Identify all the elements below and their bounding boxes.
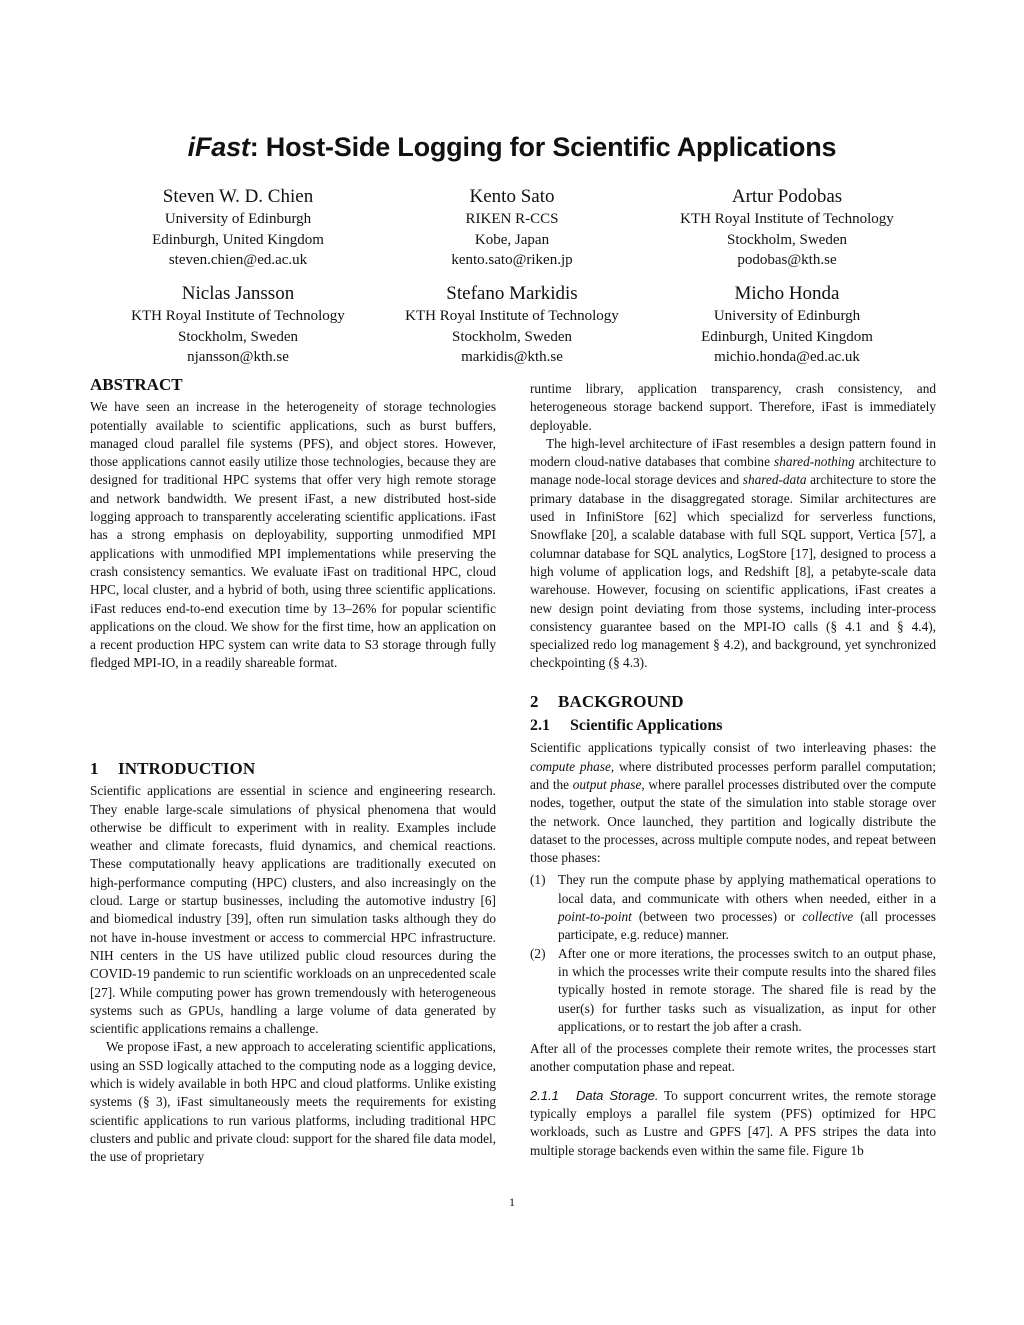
section-title: INTRODUCTION — [118, 759, 256, 778]
emphasis-output-phase: output phase — [572, 776, 642, 792]
page-number: 1 — [509, 1195, 515, 1209]
section-heading-introduction — [90, 760, 496, 778]
introduction-section — [90, 760, 496, 1167]
emphasis-compute-phase: compute phase — [530, 758, 611, 774]
list-item-output — [530, 945, 936, 1036]
subsubsection-number: 2.1.1 — [530, 1087, 559, 1103]
text-run: After one or more iterations, the processes switch to an output phase, in which the processes write their compute results into the shared files typically hosted in remote storage. The shared file is read by the user(s) for further tasks such as visualization, as input for other applications, or to restart the job after a crash. — [558, 945, 936, 1034]
author-name: Niclas Jansson — [181, 283, 295, 304]
author-location: Stockholm, Sweden — [727, 231, 847, 248]
author-block-6 — [647, 282, 927, 368]
intro-paragraph-2: We propose iFast, a new approach to accelerating scientific applications, using an SSD logically attached to the computing node as a logging device, which is widely available in both HPC and cloud platforms. Unlike existing systems (§ 3), iFast simultaneously meets the requirements for existing scientific applications to run various platforms, including traditional HPC clusters and public and private cloud: support for the shared file data model, the use of proprietary — [90, 1039, 496, 1165]
title-system-name: iFast — [187, 132, 250, 162]
title-rest: : Host-Side Logging for Scientific Applications — [249, 132, 837, 162]
author-email: michio.honda@ed.ac.uk — [714, 349, 860, 365]
intro-continuation: runtime library, application transparency, crash consistency, and heterogeneous storage backend support. Therefore, iFast is immediately deployable. — [530, 381, 936, 433]
author-email: markidis@kth.se — [461, 349, 563, 365]
author-email: podobas@kth.se — [737, 252, 837, 268]
intro-paragraph-1: Scientific applications are essential in science and engineering research. They enable large-scale simulations of physical phenomena that would otherwise be difficult to experiment with in reality. Examples include weather and climate forecasts, fluid dynamics, and chemical reactions. These computationally heavy applications are traditionally executed on high-performance computing (HPC) clusters, and also increasingly on the cloud. Large or startup businesses, including the automotive industry [6] and biomedical industry [39], often run simulation tasks although they do not have in-house investment or access to commercial HPC infrastructure. NIH centers in the US have utilized public cloud resources during the COVID-19 pandemic to run scientific workloads on an unprecedented scale [27]. While computing power has grown tremendously with heterogeneous systems such as GPUs, handling a large volume of data generated by scientific applications remains a challenge. — [90, 783, 496, 1037]
author-name: Stefano Markidis — [446, 283, 578, 304]
author-name: Micho Honda — [734, 283, 840, 304]
right-column — [530, 380, 936, 1160]
author-affiliation: KTH Royal Institute of Technology — [680, 211, 894, 227]
author-location: Edinburgh, United Kingdom — [152, 231, 324, 248]
author-block-2 — [372, 185, 652, 271]
subsection-number: 2.1 — [530, 717, 550, 735]
author-block-3 — [647, 185, 927, 271]
author-email: njansson@kth.se — [187, 349, 289, 365]
emphasis-shared-nothing: shared-nothing — [774, 454, 855, 470]
author-block-1 — [98, 185, 378, 271]
text-run: (all processes participate, e.g. reduce) manner. — [558, 909, 936, 943]
subsubsection-title: Data Storage. — [575, 1087, 659, 1103]
text-run: To support concurrent writes, the remote storage typically employs a parallel file system (PFS) optimized for HPC workloads, such as Lustre and GPFS [47]. A PFS stripes the data into multiple storage backends even within the same file. Figure 1b — [530, 1087, 936, 1158]
author-affiliation: RIKEN R-CCS — [465, 211, 559, 227]
subsection-heading-scientific-applications — [530, 717, 936, 735]
author-affiliation: KTH Royal Institute of Technology — [405, 308, 619, 324]
section-number: 1 — [90, 759, 99, 778]
list-marker: (2) — [530, 945, 546, 961]
author-email: steven.chien@ed.ac.uk — [168, 252, 308, 268]
abstract-text: We have seen an increase in the heterogeneity of storage technologies potentially available to scientific applications, such as burst buffers, managed cloud parallel file systems (PFS), and object stores. However, those applications cannot easily utilize those technologies, because they are designed for traditional HPC systems that offer very high remote storage and network bandwidth. We present iFast, a new distributed host-side logging approach to transparently accelerating scientific applications. iFast has a strong emphasis on deployability, supporting unmodified MPI applications with unmodified MPI implementations while preserving the crash consistency semantics. We evaluate iFast on traditional HPC, cloud HPC, local cluster, and a hybrid of both, using three scientific applications. iFast reduces end-to-end execution time by 13–26% for popular scientific applications on the cloud. We show for the first time, how an application on a recent production HPC system can write data to S3 storage through fully fledged MPI-IO, in a readily shareable format. — [90, 399, 496, 671]
author-block-4 — [98, 282, 378, 368]
author-location: Edinburgh, United Kingdom — [701, 328, 873, 345]
text-run: (between two processes) or — [631, 909, 803, 925]
author-location: Stockholm, Sweden — [178, 328, 298, 345]
paper-title — [0, 132, 1024, 163]
text-run: architecture to store the primary database in the disaggregated storage. Similar architectures are used in InfiniStore [62] which specializd for serverless functions, Snowflake [20], a scalable database with full SQL support, Vertica [57], a columnar database for SQL analytics, LogStore [17], designed to process a high volume of application logs, and Redshift [8], a petabyte-scale data warehouse. However, focusing on scientific applications, iFast creates a new design point deviating from those systems, including inter-process consistency guarantee based on the MPI-IO calls (§ 4.1 and § 4.4), specialized redo log management § 4.2), and background, yet synchronized checkpointing (§ 4.3). — [530, 472, 936, 671]
abstract-heading: ABSTRACT — [90, 375, 183, 394]
author-block-5 — [372, 282, 652, 368]
list-item-compute — [530, 871, 936, 944]
text-run: The high-level architecture of iFast resembles a design pattern found in modern cloud-native databases that combine — [530, 435, 936, 470]
author-location: Stockholm, Sweden — [452, 328, 572, 345]
author-email: kento.sato@riken.jp — [451, 252, 573, 268]
author-name: Artur Podobas — [731, 186, 843, 207]
emphasis-collective: collective — [802, 909, 854, 925]
list-marker: (1) — [530, 872, 546, 888]
author-name: Steven W. D. Chien — [162, 186, 314, 207]
author-name: Kento Sato — [469, 186, 555, 207]
author-affiliation: University of Edinburgh — [164, 211, 312, 227]
scientific-apps-paragraph — [530, 739, 936, 867]
text-run: , where parallel processes distributed over the compute nodes, together, output the state of the simulation into stable storage over the network. Once launched, they partition and logically distribute the dataset to the processes, across multiple compute nodes, and repeat between those phases: — [530, 776, 936, 866]
after-list-paragraph: After all of the processes complete their remote writes, the processes start another computation phase and repeat. — [530, 1041, 936, 1075]
section-number: 2 — [530, 691, 539, 711]
text-run: They run the compute phase by applying mathematical operations to local data, and communicate with others when needed, either in a — [558, 872, 936, 906]
author-affiliation: KTH Royal Institute of Technology — [131, 308, 345, 324]
section-heading-background — [530, 693, 936, 711]
text-run: architecture to manage node-local storage devices and — [530, 454, 936, 488]
text-run: , where distributed processes perform parallel computation; and the — [530, 758, 936, 792]
abstract-section — [90, 376, 496, 673]
section-title: BACKGROUND — [558, 691, 684, 711]
text-run: Scientific applications typically consist of two interleaving phases: the — [530, 740, 936, 756]
subsection-title: Scientific Applications — [570, 717, 723, 735]
emphasis-shared-data: shared-data — [742, 472, 807, 488]
architecture-paragraph — [530, 435, 936, 673]
emphasis-point-to-point: point-to-point — [558, 909, 632, 925]
author-location: Kobe, Japan — [474, 231, 550, 248]
data-storage-paragraph — [530, 1087, 936, 1160]
author-affiliation: University of Edinburgh — [713, 308, 861, 324]
